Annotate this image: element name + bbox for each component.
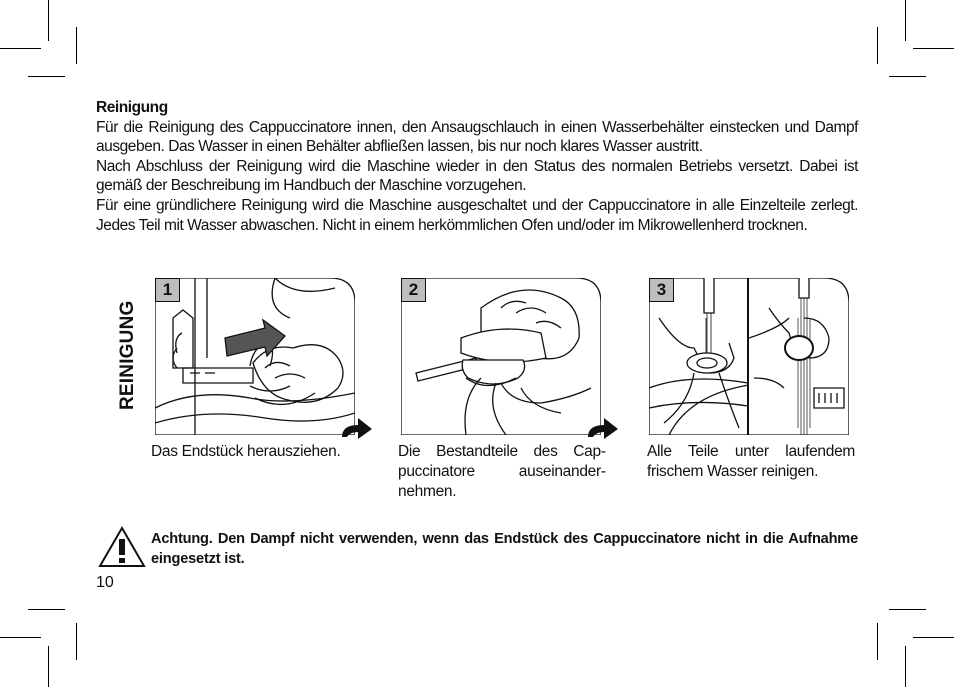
warning-box [96,526,858,576]
side-heading: REINIGUNG [117,300,138,410]
step-1-caption: Das Endstück herausziehen. [151,443,341,460]
section-title: Reinigung [96,99,168,116]
step-2-badge: 2 [401,278,426,302]
step-2-illustration [401,278,601,435]
next-arrow-icon [340,415,374,439]
step-3-illustration [649,278,849,435]
paragraph-3: Für eine gründlichere Reinigung wird die Maschine ausgeschaltet und der Cappuccinatore in alle Einzelteile zerlegt. Jedes Teil mit Wasser abwaschen. Nicht in einem herkömmlichen Ofen und/oder im Mikrowellenherd trocknen. [96,196,858,234]
section-body [96,98,858,235]
paragraph-1: Für die Reinigung des Cappuccinatore innen, den Ansaugschlauch in einen Wasserbehälter einstecken und Dampf ausgeben. Das Wasser in einen Behälter abfließen lassen, bis nur noch klares Wasser austritt. [96,118,858,156]
next-arrow-icon [586,415,620,439]
warning-icon [98,526,146,568]
warning-text: Achtung. Den Dampf nicht verwenden, wenn das Endstück des Cappuccinatore nicht in die Aufnahme eingesetzt ist. [151,531,858,567]
page-number: 10 [96,574,114,591]
step-1-illustration [155,278,355,435]
step-2-caption: Die Bestandteile des Cappuccinatore auseinandernehmen. [398,443,606,500]
paragraph-2: Nach Abschluss der Reinigung wird die Maschine wieder in den Status des normalen Betriebs versetzt. Dabei ist gemäß der Beschreibung im Handbuch der Maschine vorzugehen. [96,157,858,195]
step-3-badge: 3 [649,278,674,302]
step-1-badge: 1 [155,278,180,302]
step-3-caption: Alle Teile unter laufendem frischem Wasser reinigen. [647,443,855,480]
